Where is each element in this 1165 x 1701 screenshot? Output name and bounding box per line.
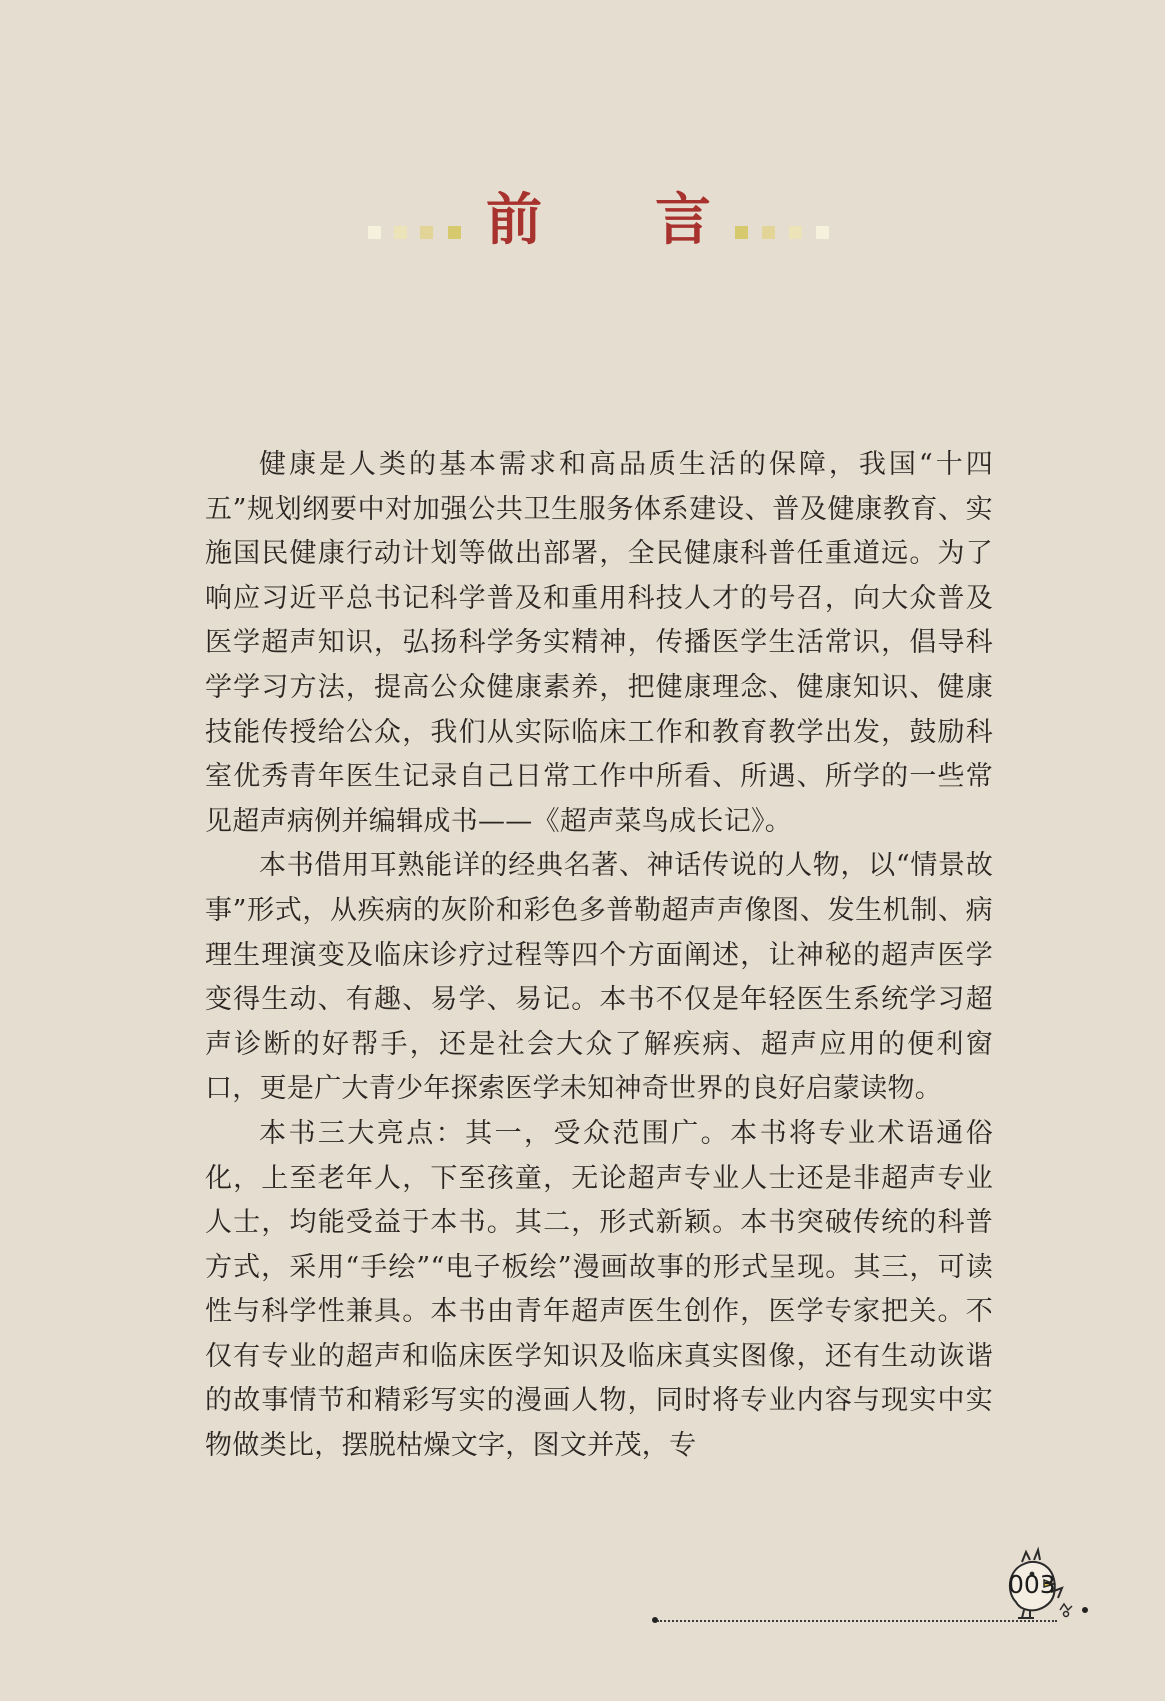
decor-square-r1 [735,226,748,239]
footer-dotted-rule [657,1620,1057,1622]
decor-square-l3 [420,226,433,239]
paragraph-2: 本书借用耳熟能详的经典名著、神话传说的人物，以“情景故事”形式，从疾病的灰阶和彩色多普勒超声声像图、发生机制、病理生理演变及临床诊疗过程等四个方面阐述，让神秘的超声医学变得生动、有趣、易学、易记。本书不仅是年轻医生系统学习超声诊断的好帮手，还是社会大众了解疾病、超声应用的便利窗口，更是广大青少年探索医学未知神奇世界的良好启蒙读物。 [205,850,993,1105]
page-title-char-1: 前 [486,187,542,253]
preface-body [205,443,993,1469]
page-number-badge [996,1540,1086,1630]
decor-square-r4 [816,226,829,239]
paragraph-3: 本书三大亮点：其一，受众范围广。本书将专业术语通俗化，上至老年人，下至孩童，无论超声专业人士还是非超声专业人士，均能受益于本书。其二，形式新颖。本书突破传统的科普方式，采用“手绘”“电子板绘”漫画故事的形式呈现。其三，可读性与科学性兼具。本书由青年超声医生创作，医学专家把关。不仅有专业的超声和临床医学知识及临床真实图像，还有生动诙谐的故事情节和精彩写实的漫画人物，同时将专业内容与现实中实物做类比，摆脱枯燥文字，图文并茂，专 [205,1117,993,1462]
page-number: 003 [1008,1570,1056,1599]
paragraph-1: 健康是人类的基本需求和高品质生活的保障，我国“十四五”规划纲要中对加强公共卫生服务体系建设、普及健康教育、实施国民健康行动计划等做出部署，全民健康科普任重道远。为了响应习近平总书记科学普及和重用科技人才的号召，向大众普及医学超声知识，弘扬科学务实精神，传播医学生活常识，倡导科学学习方法，提高公众健康素养，把健康理念、健康知识、健康技能传授给公众，我们从实际临床工作和教育教学出发，鼓励科室优秀青年医生记录自己日常工作中所看、所遇、所学的一些常见超声病例并编辑成书——《超声菜鸟成长记》。 [205,449,993,837]
footer-dot-right [1082,1607,1088,1613]
decor-square-l4 [448,226,461,239]
decor-square-r2 [762,226,775,239]
decor-square-l1 [368,226,381,239]
decor-square-r3 [789,226,802,239]
decor-square-l2 [394,226,407,239]
page-title-char-2: 言 [655,187,711,253]
page-header [0,180,1165,260]
